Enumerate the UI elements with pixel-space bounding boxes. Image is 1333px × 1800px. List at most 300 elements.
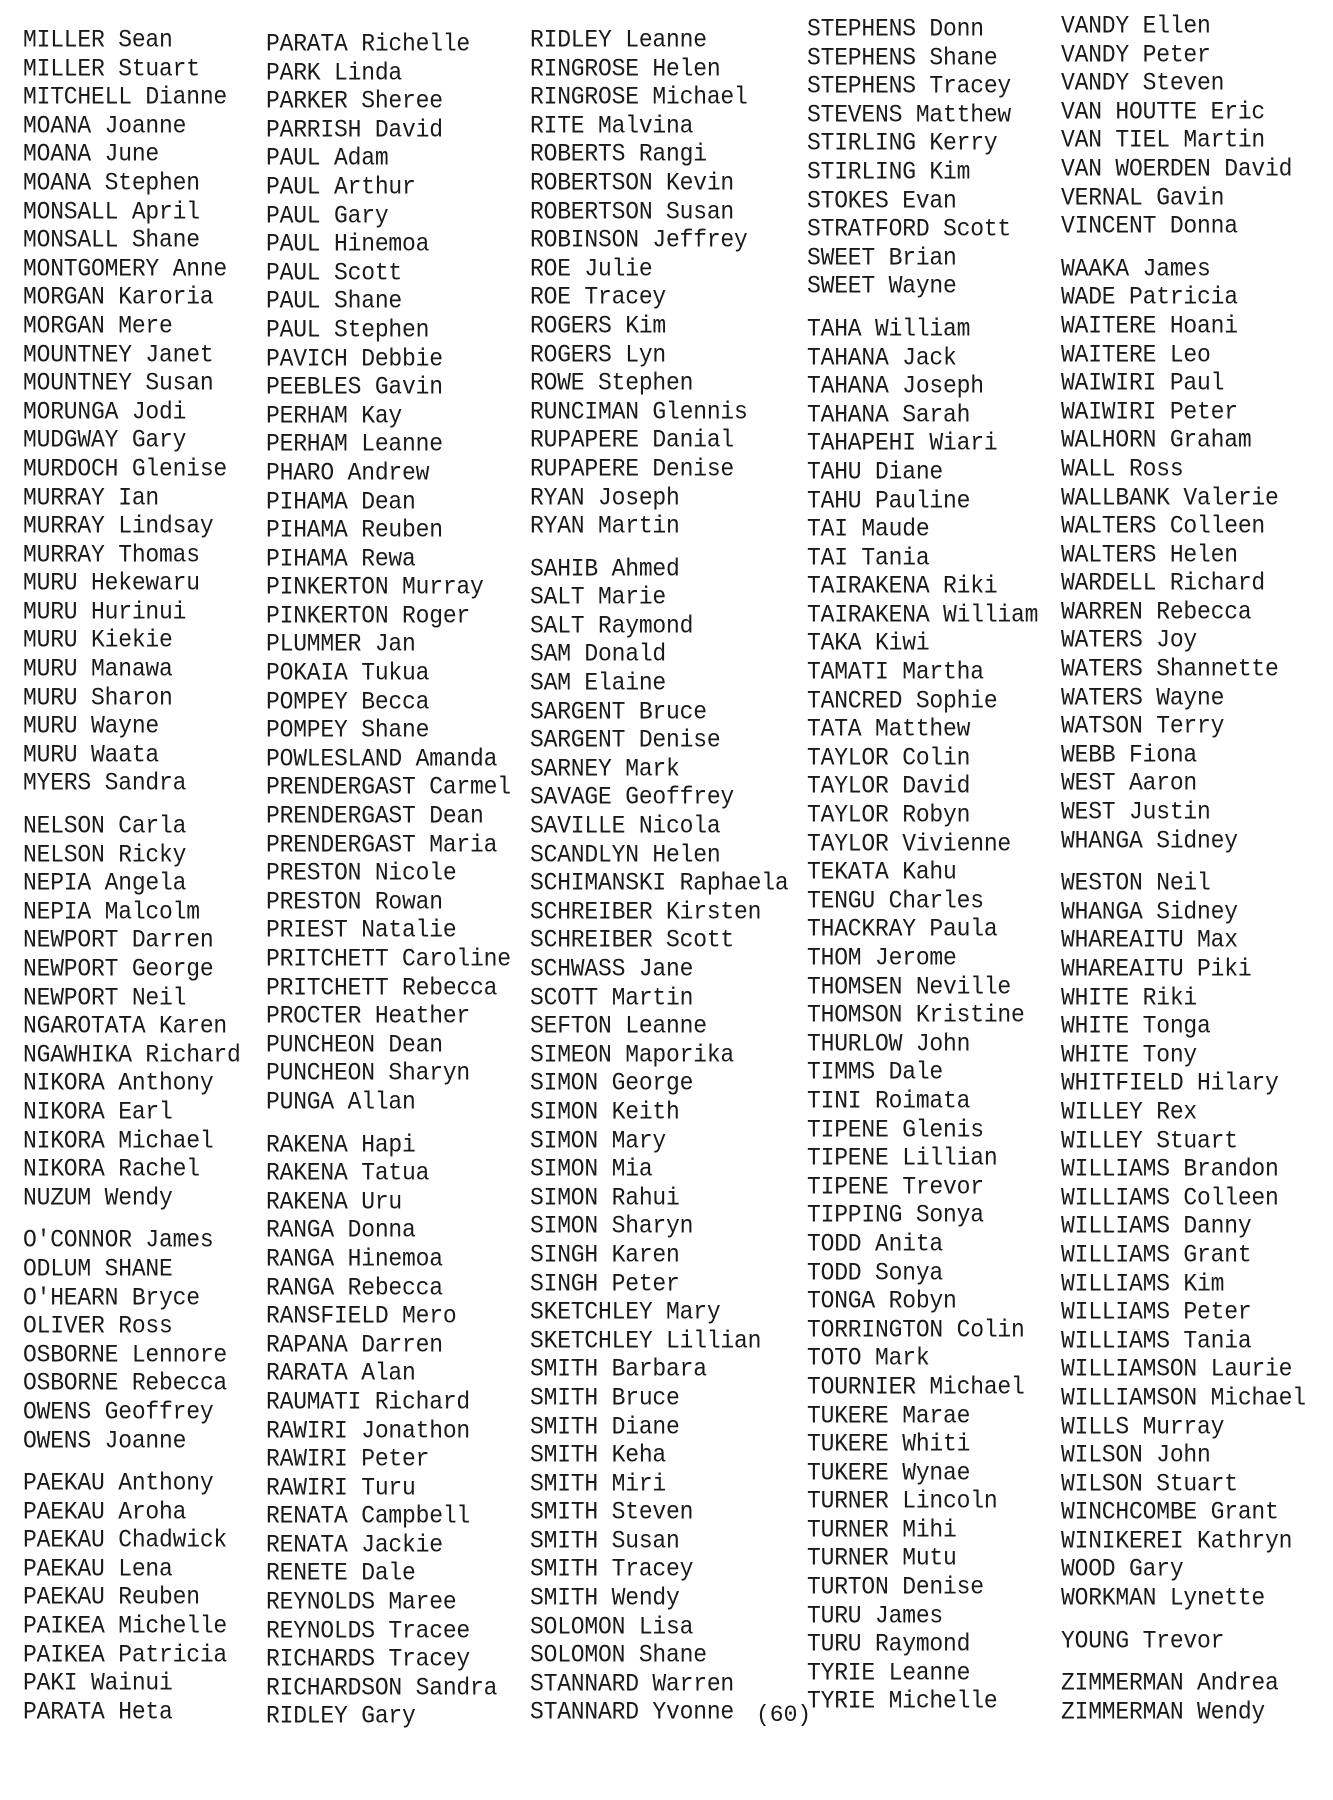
list-item: TAYLOR David (807, 772, 971, 801)
list-item: STEPHENS Shane (807, 43, 998, 72)
list-item: PAEKAU Chadwick (23, 1526, 228, 1555)
list-item: ODLUM SHANE (23, 1254, 173, 1283)
list-item: SCHREIBER Scott (530, 926, 735, 955)
list-item: SMITH Tracey (530, 1555, 694, 1584)
name-column-5 (1061, 12, 1306, 1740)
list-item: O'HEARN Bryce (23, 1283, 200, 1312)
list-item: WAIWIRI Peter (1061, 397, 1238, 426)
list-item: WHITE Tony (1061, 1040, 1198, 1069)
list-item: THURLOW John (807, 1029, 971, 1058)
list-item: TAHU Pauline (807, 486, 971, 515)
list-item: SCHIMANSKI Raphaela (530, 869, 789, 898)
list-item: TAIRAKENA William (807, 600, 1039, 629)
list-item: SMITH Wendy (530, 1583, 680, 1613)
list-item: SMITH Keha (530, 1441, 667, 1470)
list-item: SARNEY Mark (530, 754, 680, 783)
list-item: TYRIE Michelle (807, 1687, 998, 1716)
list-item: PRENDERGAST Maria (266, 830, 498, 859)
name-group (1061, 869, 1306, 1612)
list-item: WALTERS Helen (1061, 540, 1238, 569)
name-group (23, 26, 241, 798)
list-item: WARDELL Richard (1061, 569, 1266, 598)
name-group (266, 1131, 511, 1731)
list-item: WINCHCOMBE Grant (1061, 1498, 1279, 1527)
list-item: TIPENE Lillian (807, 1144, 998, 1173)
name-group (1061, 1627, 1306, 1656)
list-item: RINGROSE Helen (530, 54, 721, 83)
list-item: OWENS Joanne (23, 1426, 187, 1455)
list-item: NELSON Carla (23, 811, 187, 841)
list-item: WHANGA Sidney (1061, 826, 1238, 855)
list-item: WAIWIRI Paul (1061, 369, 1225, 398)
list-item: ZIMMERMAN Andrea (1061, 1669, 1279, 1698)
list-item: WAITERE Hoani (1061, 311, 1238, 340)
list-item: WILLIAMS Colleen (1061, 1183, 1279, 1212)
list-item: NEWPORT George (23, 954, 214, 984)
list-item: RANGA Donna (266, 1216, 416, 1245)
list-item: RAPANA Darren (266, 1330, 443, 1359)
list-item: TYRIE Leanne (807, 1658, 971, 1687)
list-item: PAUL Gary (266, 201, 389, 230)
list-item: MURU Kiekie (23, 626, 173, 655)
list-item: RAWIRI Turu (266, 1473, 416, 1502)
list-item: SWEET Brian (807, 243, 957, 272)
list-item: WESTON Neil (1061, 869, 1211, 898)
list-item: SEFTON Leanne (530, 1012, 707, 1041)
list-item: PAUL Stephen (266, 315, 430, 344)
list-item: OSBORNE Rebecca (23, 1369, 228, 1398)
list-item: MORGAN Karoria (23, 283, 214, 312)
list-item: TURNER Mihi (807, 1515, 957, 1544)
name-group (530, 26, 788, 541)
list-item: RANGA Hinemoa (266, 1244, 443, 1273)
name-column-1 (23, 26, 241, 1740)
list-item: PAUL Arthur (266, 172, 416, 201)
list-item: MURU Waata (23, 740, 160, 769)
list-item: SAHIB Ahmed (530, 554, 680, 583)
list-item: VAN HOUTTE Eric (1061, 97, 1266, 126)
list-item: WHAREAITU Max (1061, 926, 1238, 955)
list-item: VANDY Ellen (1061, 11, 1211, 41)
list-item: MOANA June (23, 140, 160, 169)
list-item: WINIKEREI Kathryn (1061, 1526, 1293, 1555)
list-item: ROBINSON Jeffrey (530, 226, 748, 255)
list-item: WALHORN Graham (1061, 426, 1252, 455)
list-item: SCHREIBER Kirsten (530, 897, 762, 926)
list-item: TURU Raymond (807, 1630, 971, 1659)
name-column-4 (807, 15, 1038, 1730)
list-item: PAVICH Debbie (266, 344, 443, 373)
list-item: WHANGA Sidney (1061, 897, 1238, 926)
list-item: PINKERTON Murray (266, 573, 484, 602)
list-item: SIMON George (530, 1069, 694, 1098)
list-item: PIHAMA Reuben (266, 516, 443, 545)
list-item: SMITH Susan (530, 1526, 680, 1555)
list-item: PERHAM Kay (266, 401, 403, 430)
list-item: PARATA Heta (23, 1697, 173, 1726)
list-item: NUZUM Wendy (23, 1183, 173, 1212)
list-item: TATA Matthew (807, 715, 971, 744)
list-item: ZIMMERMAN Wendy (1061, 1697, 1266, 1726)
list-item: TAHANA Joseph (807, 372, 984, 401)
list-item: TONGA Robyn (807, 1287, 957, 1316)
list-item: OSBORNE Lennore (23, 1340, 228, 1369)
list-item: WAITERE Leo (1061, 340, 1211, 369)
list-item: O'CONNOR James (23, 1226, 214, 1255)
list-item: POMPEY Becca (266, 687, 430, 716)
list-item: SARGENT Bruce (530, 697, 707, 726)
page-number: (60) (756, 1702, 812, 1728)
list-item: SIMON Keith (530, 1097, 680, 1126)
list-item: TAIRAKENA Riki (807, 572, 998, 601)
list-item: PAEKAU Anthony (23, 1469, 214, 1498)
list-item: MILLER Sean (23, 25, 173, 55)
list-item: MURU Manawa (23, 654, 173, 684)
list-item: RAKENA Tatua (266, 1159, 430, 1188)
list-item: SKETCHLEY Mary (530, 1298, 721, 1327)
list-item: SMITH Miri (530, 1469, 667, 1498)
list-item: SAVAGE Geoffrey (530, 783, 735, 812)
list-item: MURU Hurinui (23, 597, 187, 626)
list-item: TOURNIER Michael (807, 1372, 1025, 1401)
list-item: MOUNTNEY Susan (23, 369, 214, 398)
list-item: VAN TIEL Martin (1061, 126, 1266, 155)
list-item: MURRAY Lindsay (23, 512, 214, 541)
list-item: YOUNG Trevor (1061, 1626, 1225, 1655)
list-item: TANCRED Sophie (807, 686, 998, 715)
list-item: PAUL Hinemoa (266, 230, 430, 259)
list-item: MILLER Stuart (23, 54, 200, 83)
list-item: TAHU Diane (807, 457, 944, 486)
list-item: ROWE Stephen (530, 369, 694, 398)
list-item: SMITH Diane (530, 1412, 680, 1441)
list-item: TEKATA Kahu (807, 858, 957, 887)
list-item: WILLIAMSON Michael (1061, 1383, 1306, 1412)
list-item: TIPENE Trevor (807, 1172, 984, 1201)
list-item: SAVILLE Nicola (530, 811, 721, 841)
list-item: PRESTON Nicole (266, 859, 457, 888)
list-item: ROBERTS Rangi (530, 140, 707, 169)
list-item: ROGERS Lyn (530, 340, 667, 369)
name-group (1061, 255, 1306, 855)
list-item: TIPPING Sonya (807, 1201, 984, 1230)
list-item: TUKERE Wynae (807, 1458, 971, 1487)
list-item: SIMON Rahui (530, 1183, 680, 1212)
list-item: WATERS Wayne (1061, 683, 1225, 712)
list-item: WATERS Joy (1061, 626, 1198, 655)
list-item: PRITCHETT Caroline (266, 944, 511, 974)
name-group (1061, 12, 1306, 241)
list-item: WILSON Stuart (1061, 1469, 1238, 1498)
list-item: RUPAPERE Denise (530, 454, 735, 483)
list-item: WALLBANK Valerie (1061, 483, 1279, 512)
list-item: TODD Sonya (807, 1258, 944, 1287)
name-group (23, 1469, 241, 1726)
list-item: RANSFIELD Mero (266, 1302, 457, 1331)
list-item: SALT Marie (530, 583, 667, 612)
list-item: WALL Ross (1061, 454, 1184, 483)
list-item: TAI Maude (807, 515, 930, 544)
list-item: SOLOMON Shane (530, 1641, 707, 1670)
name-group (807, 15, 1038, 301)
list-item: RYAN Martin (530, 512, 680, 541)
list-item: POKAIA Tukua (266, 658, 430, 688)
list-item: RARATA Alan (266, 1359, 416, 1388)
list-item: MURU Wayne (23, 712, 160, 741)
list-item: SALT Raymond (530, 611, 694, 640)
list-item: WILLS Murray (1061, 1412, 1225, 1441)
list-item: MURDOCH Glenise (23, 454, 228, 483)
list-item: STANNARD Warren (530, 1669, 735, 1698)
list-item: THOMSON Kristine (807, 1001, 1025, 1030)
list-item: WHAREAITU Piki (1061, 954, 1252, 984)
list-item: WHITFIELD Hilary (1061, 1069, 1279, 1098)
list-item: NEWPORT Neil (23, 983, 187, 1012)
list-item: WATSON Terry (1061, 712, 1225, 741)
list-item: PAEKAU Lena (23, 1554, 173, 1583)
list-item: WEBB Fiona (1061, 740, 1198, 769)
list-item: MURU Hekewaru (23, 569, 200, 598)
list-item: PIHAMA Dean (266, 487, 416, 516)
list-item: PRITCHETT Rebecca (266, 973, 498, 1002)
list-item: WILLIAMS Brandon (1061, 1155, 1279, 1184)
list-item: PUNGA Allan (266, 1087, 416, 1116)
list-item: ROE Julie (530, 254, 653, 283)
list-item: PAUL Scott (266, 258, 403, 287)
list-item: TIPENE Glenis (807, 1115, 984, 1144)
list-item: PHARO Andrew (266, 458, 430, 487)
list-item: NEWPORT Darren (23, 926, 214, 955)
list-item: WILLIAMS Tania (1061, 1326, 1252, 1355)
list-item: TAHANA Sarah (807, 400, 971, 429)
list-item: PAIKEA Michelle (23, 1611, 228, 1641)
list-item: ROGERS Kim (530, 311, 667, 340)
list-item: WILLEY Stuart (1061, 1126, 1238, 1155)
list-item: NGAWHIKA Richard (23, 1040, 241, 1069)
list-item: MOUNTNEY Janet (23, 340, 214, 369)
list-item: RAUMATI Richard (266, 1387, 471, 1416)
list-item: TOTO Mark (807, 1344, 930, 1373)
list-item: SINGH Karen (530, 1240, 680, 1269)
list-item: RITE Malvina (530, 111, 694, 140)
list-item: NIKORA Anthony (23, 1069, 214, 1098)
list-item: PRENDERGAST Dean (266, 801, 484, 831)
list-item: VINCENT Donna (1061, 212, 1238, 241)
list-item: WILLIAMS Peter (1061, 1298, 1252, 1327)
list-item: MITCHELL Dianne (23, 83, 228, 112)
list-item: THOMSEN Neville (807, 972, 1012, 1001)
list-item: TIMMS Dale (807, 1058, 944, 1087)
list-item: SIMON Sharyn (530, 1212, 694, 1241)
list-item: RAWIRI Peter (266, 1445, 430, 1474)
list-item: RENETE Dale (266, 1559, 416, 1588)
list-item: TINI Roimata (807, 1086, 971, 1115)
name-group (266, 30, 511, 1117)
list-item: TURTON Denise (807, 1572, 984, 1602)
list-item: SMITH Steven (530, 1498, 694, 1527)
name-group (530, 555, 788, 1727)
list-item: RAWIRI Jonathon (266, 1416, 471, 1445)
list-item: MONSALL April (23, 197, 200, 226)
list-item: PRESTON Rowan (266, 887, 443, 916)
list-item: MOANA Joanne (23, 111, 187, 140)
list-item: NEPIA Angela (23, 869, 187, 898)
list-item: NELSON Ricky (23, 840, 187, 869)
list-item: TAHAPEHI Wiari (807, 429, 998, 458)
list-item: PROCTER Heather (266, 1002, 471, 1031)
list-item: PUNCHEON Sharyn (266, 1059, 471, 1088)
list-item: WILLIAMS Danny (1061, 1212, 1252, 1241)
list-item: MYERS Sandra (23, 769, 187, 798)
list-item: SKETCHLEY Lillian (530, 1326, 762, 1355)
list-item: SCOTT Martin (530, 983, 694, 1012)
list-item: TAMATI Martha (807, 657, 984, 687)
list-item: OWENS Geoffrey (23, 1397, 214, 1426)
list-item: WEST Justin (1061, 797, 1211, 827)
list-item: WILSON John (1061, 1441, 1211, 1470)
list-item: THACKRAY Paula (807, 915, 998, 944)
list-item: SAM Elaine (530, 668, 667, 698)
list-item: MUDGWAY Gary (23, 426, 187, 455)
list-item: STOKES Evan (807, 186, 957, 215)
list-item: RAKENA Uru (266, 1187, 403, 1216)
list-item: THOM Jerome (807, 943, 957, 973)
list-item: RICHARDSON Sandra (266, 1673, 498, 1702)
name-column-3 (530, 26, 788, 1741)
list-item: MORGAN Mere (23, 311, 173, 340)
list-item: RENATA Jackie (266, 1530, 443, 1559)
list-item: TAYLOR Vivienne (807, 829, 1012, 858)
name-column-2 (266, 30, 511, 1745)
list-item: SIMON Mary (530, 1126, 667, 1155)
name-group (23, 812, 241, 1212)
list-item: TURNER Lincoln (807, 1487, 998, 1516)
list-item: SINGH Peter (530, 1269, 680, 1298)
list-item: PLUMMER Jan (266, 630, 416, 659)
list-item: VANDY Steven (1061, 69, 1225, 98)
list-item: PIHAMA Rewa (266, 544, 416, 573)
list-item: STIRLING Kerry (807, 129, 998, 158)
list-item: RUPAPERE Danial (530, 426, 735, 455)
list-item: MOANA Stephen (23, 168, 200, 197)
list-item: STRATFORD Scott (807, 215, 1012, 244)
list-item: SCHWASS Jane (530, 954, 694, 984)
list-item: NGAROTATA Karen (23, 1012, 228, 1041)
list-item: PRIEST Natalie (266, 916, 457, 945)
list-item: WALTERS Colleen (1061, 512, 1266, 541)
list-item: WILLEY Rex (1061, 1097, 1198, 1126)
list-item: MONSALL Shane (23, 226, 200, 255)
list-item: TORRINGTON Colin (807, 1315, 1025, 1344)
list-item: MORUNGA Jodi (23, 397, 187, 426)
list-item: RANGA Rebecca (266, 1273, 443, 1302)
list-item: ROE Tracey (530, 283, 667, 312)
list-item: TAYLOR Colin (807, 743, 971, 772)
list-item: STANNARD Yvonne (530, 1698, 735, 1727)
list-item: TAI Tania (807, 543, 930, 572)
list-item: STEPHENS Tracey (807, 72, 1012, 101)
list-item: PAIKEA Patricia (23, 1640, 228, 1669)
list-item: NIKORA Michael (23, 1126, 214, 1155)
list-item: MONTGOMERY Anne (23, 254, 228, 283)
list-item: TAHANA Jack (807, 343, 957, 372)
list-item: RINGROSE Michael (530, 83, 748, 112)
list-item: WORKMAN Lynette (1061, 1583, 1266, 1613)
list-item: POMPEY Shane (266, 716, 430, 745)
list-item: PUNCHEON Dean (266, 1030, 443, 1059)
list-item: TAYLOR Robyn (807, 800, 971, 830)
list-item: PARRISH David (266, 115, 443, 144)
list-item: TENGU Charles (807, 886, 984, 915)
list-item: TURNER Mutu (807, 1544, 957, 1573)
list-item: PAEKAU Reuben (23, 1583, 200, 1612)
list-item: STEVENS Matthew (807, 100, 1012, 129)
list-item: SCANDLYN Helen (530, 840, 721, 869)
name-group (23, 1226, 241, 1455)
list-item: RIDLEY Leanne (530, 25, 707, 55)
list-item: SAM Donald (530, 640, 667, 669)
list-item: MURRAY Thomas (23, 540, 200, 569)
list-item: PAEKAU Aroha (23, 1497, 187, 1526)
list-item: SIMON Mia (530, 1155, 653, 1184)
list-item: STIRLING Kim (807, 157, 971, 186)
list-item: PRENDERGAST Carmel (266, 773, 511, 802)
list-item: RUNCIMAN Glennis (530, 397, 748, 426)
list-item: TURU James (807, 1601, 944, 1630)
list-item: WATERS Shannette (1061, 654, 1279, 684)
list-item: STEPHENS Donn (807, 14, 984, 44)
list-item: WHITE Riki (1061, 983, 1198, 1012)
list-item: SMITH Barbara (530, 1355, 707, 1384)
list-item: TAHA William (807, 314, 971, 343)
list-item: NIKORA Earl (23, 1097, 173, 1126)
list-item: ROBERTSON Susan (530, 197, 735, 226)
list-item: PERHAM Leanne (266, 430, 443, 459)
list-item: SMITH Bruce (530, 1383, 680, 1412)
list-item: PAKI Wainui (23, 1669, 173, 1698)
name-group (1061, 1669, 1306, 1726)
list-item: WADE Patricia (1061, 283, 1238, 312)
list-item: RYAN Joseph (530, 483, 680, 512)
name-group (807, 315, 1038, 1716)
list-item: WEST Aaron (1061, 769, 1198, 798)
list-item: SOLOMON Lisa (530, 1612, 694, 1641)
list-item: REYNOLDS Maree (266, 1587, 457, 1617)
list-item: PAUL Adam (266, 144, 389, 173)
list-item: RENATA Campbell (266, 1502, 471, 1531)
list-item: SIMEON Maporika (530, 1040, 735, 1069)
list-item: SWEET Wayne (807, 272, 957, 301)
list-item: TUKERE Marae (807, 1401, 971, 1430)
list-item: RICHARDS Tracey (266, 1645, 471, 1674)
list-item: WOOD Gary (1061, 1555, 1184, 1584)
list-item: PARATA Richelle (266, 29, 471, 59)
list-item: OLIVER Ross (23, 1312, 173, 1341)
list-item: VAN WOERDEN David (1061, 154, 1293, 183)
list-item: RAKENA Hapi (266, 1130, 416, 1159)
list-item: PEEBLES Gavin (266, 373, 443, 402)
list-item: NIKORA Rachel (23, 1155, 200, 1184)
list-item: RIDLEY Gary (266, 1702, 416, 1731)
list-item: REYNOLDS Tracee (266, 1616, 471, 1645)
list-item: PARKER Sheree (266, 87, 443, 116)
list-item: TAKA Kiwi (807, 629, 930, 658)
list-item: WILLIAMS Kim (1061, 1269, 1225, 1298)
list-item: TUKERE Whiti (807, 1430, 971, 1459)
list-item: TODD Anita (807, 1229, 944, 1258)
list-item: WHITE Tonga (1061, 1012, 1211, 1041)
list-item: WILLIAMS Grant (1061, 1240, 1252, 1269)
